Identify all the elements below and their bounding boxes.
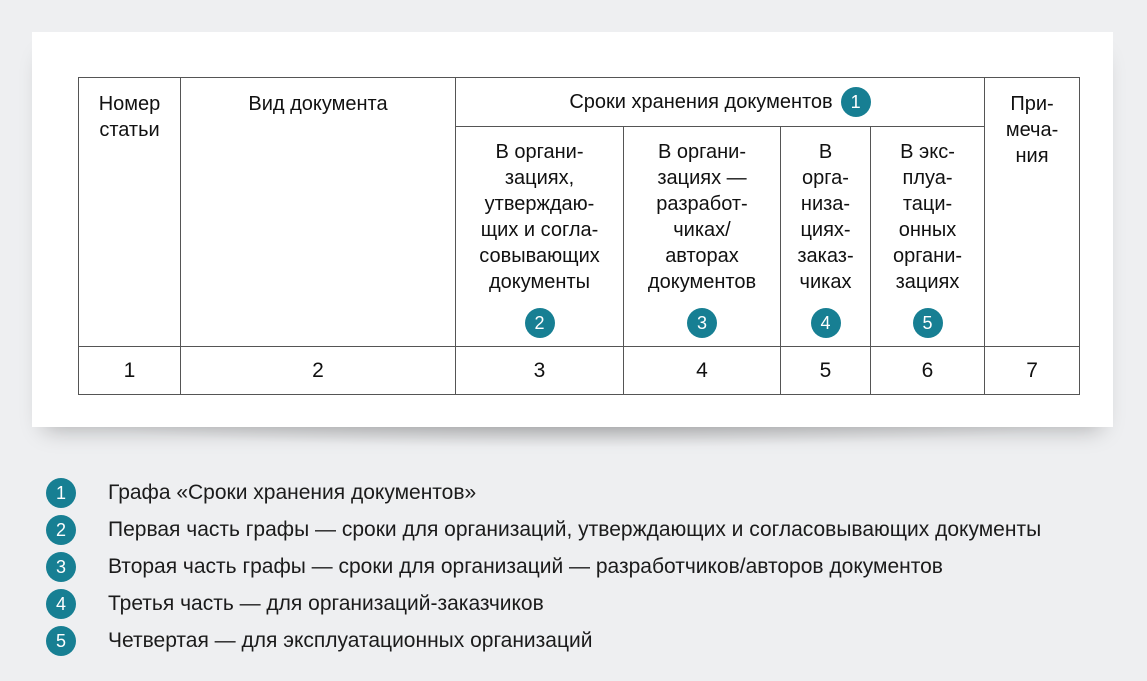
column-number: 5: [781, 347, 871, 395]
header-retention-periods: [456, 78, 985, 127]
header-retention-periods-label: Сроки хранения документов: [569, 91, 833, 113]
subheader-approving-orgs-label: В органи- зациях, утверждаю- щих и согла- совывающих документы: [479, 141, 600, 293]
retention-table: [78, 77, 1080, 395]
column-number-row: [79, 347, 1080, 395]
subheader-developer-orgs: [624, 127, 781, 347]
marker-5-badge: 5: [913, 308, 943, 338]
subheader-operating-orgs-label: В экс- плуа- таци- онных органи- зациях: [892, 141, 963, 293]
legend-item: [46, 478, 1136, 508]
legend-text: Третья часть — для организаций-заказчиков: [108, 592, 544, 615]
header-article-number: [79, 78, 181, 347]
header-article-number-label: Номер статьи: [98, 93, 161, 141]
legend-item: [46, 515, 1136, 545]
column-number: 3: [456, 347, 624, 395]
legend-item: [46, 552, 1136, 582]
marker-3-badge: 3: [687, 308, 717, 338]
subheader-customer-orgs-label: В орга- низа- циях- заказ- чиках: [797, 141, 854, 293]
legend-text: Четвертая — для эксплуатационных организаций: [108, 629, 593, 652]
column-number: 6: [871, 347, 985, 395]
column-number: 2: [181, 347, 456, 395]
subheader-developer-orgs-label: В органи- зациях — разработ- чиках/ авторах документов: [647, 141, 757, 293]
header-row-top: [79, 78, 1080, 127]
column-number: 4: [624, 347, 781, 395]
column-number: 7: [985, 347, 1080, 395]
legend-marker-badge: 4: [46, 589, 76, 619]
subheader-operating-orgs: [871, 127, 985, 347]
marker-4-badge: 4: [811, 308, 841, 338]
legend-text: Вторая часть графы — сроки для организаций — разработчиков/авторов документов: [108, 555, 943, 578]
legend-item: [46, 626, 1136, 656]
legend: [46, 478, 1136, 663]
header-notes-label: При- меча- ния: [1005, 93, 1059, 167]
legend-marker-badge: 5: [46, 626, 76, 656]
legend-marker-badge: 3: [46, 552, 76, 582]
legend-marker-badge: 2: [46, 515, 76, 545]
subheader-approving-orgs: [456, 127, 624, 347]
legend-marker-badge: 1: [46, 478, 76, 508]
header-notes: [985, 78, 1080, 347]
marker-2-badge: 2: [525, 308, 555, 338]
marker-1-badge: 1: [841, 87, 871, 117]
subheader-customer-orgs: [781, 127, 871, 347]
legend-text: Графа «Сроки хранения документов»: [108, 481, 477, 504]
header-document-kind-label: Вид документа: [248, 93, 388, 115]
legend-text: Первая часть графы — сроки для организаций, утверждающих и согласовывающих документы: [108, 518, 1042, 541]
legend-item: [46, 589, 1136, 619]
column-number: 1: [79, 347, 181, 395]
header-document-kind: [181, 78, 456, 347]
